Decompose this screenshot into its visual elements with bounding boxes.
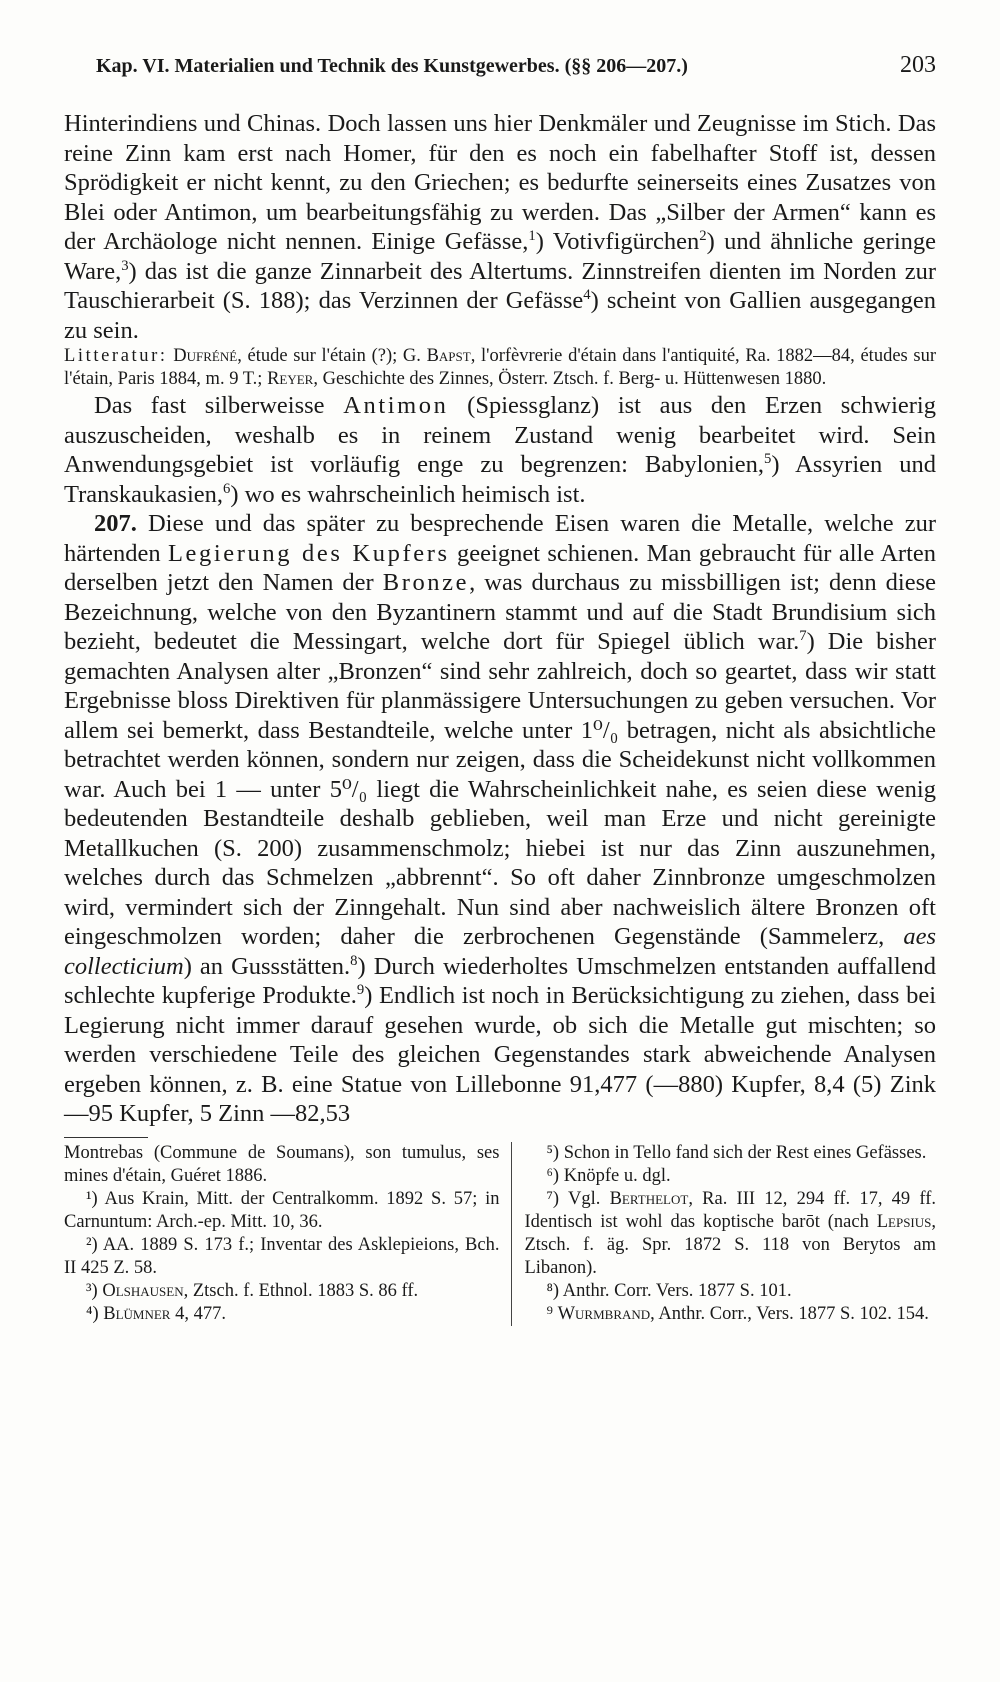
text-run: ) Endlich ist noch in Berücksichtigung zu ziehen, dass bei Legierung nicht immer darauf gesehen wurde, ob sich die Metalle gut mischten; so werden verschiedene Teile des gleichen Gegenstandes stark abweichende Analysen ergeben können, z. B. eine Statue von Lillebonne 91,477 (—880) Kupfer, 8,4 (5) Zink —95 Kupfer, 5 Zinn —82,53 — [64, 982, 937, 1127]
footnote-ref-1: 1 — [528, 228, 536, 245]
text-run: geeignet schienen. Man gebraucht für alle Arten derselben jetzt den Namen der — [64, 539, 937, 596]
footnote-9 — [524, 1303, 936, 1326]
text-run: ) Assyrien und Transkaukasien, — [64, 451, 936, 508]
footnote-text: Aus Krain, Mitt. der Centralkomm. 1892 S. 57; in Carnuntum: Arch.-ep. Mitt. 10, 36. — [64, 1188, 500, 1232]
section-number: 207. — [94, 510, 137, 537]
footnotes-left-column — [64, 1142, 511, 1326]
footnote-text: 4, 477. — [175, 1303, 226, 1324]
footnote-3 — [64, 1280, 499, 1303]
author-name: Reyer — [267, 369, 314, 389]
footnote-2 — [64, 1234, 499, 1280]
footnote-text: , Ztsch. f. Ethnol. 1883 S. 86 ff. — [183, 1280, 419, 1301]
author-name: Bapst — [426, 346, 471, 366]
footnote-ref-8: 8 — [350, 952, 358, 969]
footnote-text: , Ztsch. f. äg. Spr. 1872 S. 118 von Berytos am Libanon). — [524, 1211, 937, 1278]
footnote-ref-5: 5 — [764, 451, 772, 468]
text-run: , Geschichte des Zinnes, Österr. Ztsch. f. Berg- u. Hüttenwesen 1880. — [313, 369, 827, 389]
author-name: Blümner — [103, 1303, 171, 1324]
footnote-ref-7: 7 — [799, 628, 807, 645]
author-name: Wurmbrand — [557, 1303, 651, 1324]
text-run: ) Durch wiederholtes Umschmelzen entstanden auffallend schlechte kupferige Produkte. — [64, 952, 937, 1009]
footnote-mark: ⁴) — [86, 1303, 99, 1324]
literature-note — [64, 345, 936, 391]
text-run: Hinterindiens und Chinas. Doch lassen uns hier Denkmäler und Zeugnisse im Stich. Das reine Zinn kam erst nach Homer, für den es noch ein fabelhafter Stoff ist, dessen Sprödigkeit er nicht kennt, zu den Griechen; es bedurfte seinerseits eines Zusatzes von Blei oder Antimon, um bearbeitungsfähig zu werden. Das „Silber der Armen“ kann es der Archäologe nicht nennen. Einige Gefässe, — [64, 110, 936, 255]
book-page — [64, 52, 936, 1326]
text-run: Das fast silberweisse — [94, 392, 325, 419]
footnote-text: Anthr. Corr. Vers. 1877 S. 101. — [562, 1280, 792, 1301]
footnote-mark: ⁵) — [546, 1142, 560, 1163]
footnotes — [64, 1142, 936, 1326]
footnote-1 — [64, 1188, 499, 1234]
author-name: Berthelot — [609, 1188, 689, 1209]
footnote-ref-6: 6 — [223, 480, 231, 497]
text-run: ) scheint von Gallien ausgegangen zu sein. — [64, 287, 936, 344]
main-text — [64, 109, 936, 1129]
literature-label: Litteratur: — [64, 346, 168, 366]
footnote-mark: ³) — [86, 1280, 98, 1301]
footnotes-right-column — [511, 1142, 936, 1326]
footnote-ref-3: 3 — [121, 257, 129, 274]
footnote-8 — [524, 1280, 936, 1303]
footnote-rule — [64, 1137, 148, 1138]
text-run: ) wo es wahrscheinlich heimisch ist. — [230, 480, 586, 508]
paragraph-1 — [64, 109, 936, 345]
author-name: Dufréné — [173, 346, 238, 366]
author-name: Olshausen — [102, 1280, 184, 1301]
emphasized-term: Bronze — [382, 569, 470, 596]
text-run: ) das ist die ganze Zinnarbeit des Altertums. Zinnstreifen dienten im Norden zur Tauschierarbeit (S. 188); das Verzinnen der Gefässe — [64, 257, 936, 314]
footnote-text: Schon in Tello fand sich der Rest eines Gefässes. — [563, 1142, 927, 1163]
text-run: ) Die bisher gemachten Analysen alter „Bronzen“ sind sehr zahlreich, doch so geartet, dass wir statt Ergebnisse bloss Direktiven für planmässigere Untersuchungen zu geben versuchen. Vor allem sei bemerkt, dass Bestandteile, welche unter 1⁰/₀ betragen, nicht als absichtliche betrachtet werden können, sondern nur zeigen, dass die Scheidekunst nicht vollkommen war. Auch bei 1 — unter 5⁰/₀ liegt die Wahrscheinlichkeit nahe, es seien diese wenig bedeutenden Bestandteile deshalb geblieben, weil man Erze und nicht gereinigte Metallkuchen (S. 200) zusammenschmolz; hiebei ist nur das Zinn auszunehmen, welches durch das Schmelzen „abbrennt“. So oft daher Zinnbronze umgeschmolzen wird, vermindert sich der Zinngehalt. Nun sind aber nachweislich ältere Bronzen oft eingeschmolzen worden; daher die zerbrochenen Gegenstände (Sammelerz, — [64, 628, 936, 950]
running-title: Kap. VI. Materialien und Technik des Kunstgewerbes. (§§ 206—207.) — [96, 55, 688, 77]
footnote-text: Vgl. — [568, 1188, 601, 1209]
footnote-text: Knöpfe u. dgl. — [563, 1165, 671, 1186]
footnote-mark: ¹) — [86, 1188, 98, 1209]
footnote-6 — [524, 1165, 936, 1188]
emphasized-term: Legierung des Kupfers — [167, 539, 450, 567]
footnote-mark: ⁸) — [546, 1280, 560, 1301]
footnote-ref-4: 4 — [583, 287, 591, 304]
page-number: 203 — [900, 52, 936, 78]
text-run: ) an Gussstätten. — [183, 952, 351, 980]
footnote-5 — [524, 1142, 936, 1165]
author-name: Lepsius — [876, 1211, 932, 1232]
text-run: , étude sur l'étain (?); G. — [237, 346, 421, 366]
footnote-mark: ⁶) — [546, 1165, 560, 1186]
text-run: ) und ähnliche geringe Ware, — [64, 228, 937, 285]
text-run: (Spiessglanz) ist aus den Erzen schwierig auszuscheiden, weshalb es in reinem Zustand wenig bearbeitet wird. Sein Anwendungsgebiet ist vorläufig enge zu begrenzen: Babylonien, — [64, 392, 936, 478]
footnote-continuation: Montrebas (Commune de Soumans), son tumulus, ses mines d'étain, Guéret 1886. — [64, 1142, 500, 1186]
footnote-text: , Anthr. Corr., Vers. 1877 S. 102. 154. — [650, 1303, 929, 1324]
footnote-mark: ⁹ — [546, 1303, 553, 1324]
paragraph-2 — [64, 391, 936, 509]
footnote-7 — [524, 1188, 936, 1280]
footnote-ref-2: 2 — [699, 228, 707, 245]
latin-term: aes collecticium — [64, 923, 937, 980]
footnote-mark: ²) — [86, 1234, 98, 1255]
text-run: , was durchaus zu missbilligen ist; denn diese Bezeichnung, welche von den Byzantinern stammt und auf die Stadt Brundisium sich bezieht, bedeutet die Messingart, welche dort für Spiegel üblich war. — [64, 569, 937, 655]
text-run: Diese und das später zu besprechende Eisen waren die Metalle, welche zur härtenden — [64, 510, 937, 567]
footnote-4 — [64, 1303, 499, 1326]
emphasized-term: Antimon — [343, 392, 449, 419]
text-run: ) Votivfigürchen — [535, 228, 700, 255]
footnote-text: AA. 1889 S. 173 f.; Inventar des Asklepieions, Bch. II 425 Z. 58. — [64, 1234, 500, 1278]
running-header — [96, 52, 936, 79]
paragraph-3 — [64, 509, 936, 1129]
footnote-text: , Ra. III 12, 294 ff. 17, 49 ff. Identisch ist wohl das koptische barōt (nach — [524, 1188, 937, 1232]
text-run: , l'orfèvrerie d'étain dans l'antiquité, Ra. 1882—84, études sur l'étain, Paris 1884, m. 9 T.; — [64, 346, 937, 389]
footnote-mark: ⁷) — [546, 1188, 560, 1209]
footnote-ref-9: 9 — [356, 982, 365, 999]
